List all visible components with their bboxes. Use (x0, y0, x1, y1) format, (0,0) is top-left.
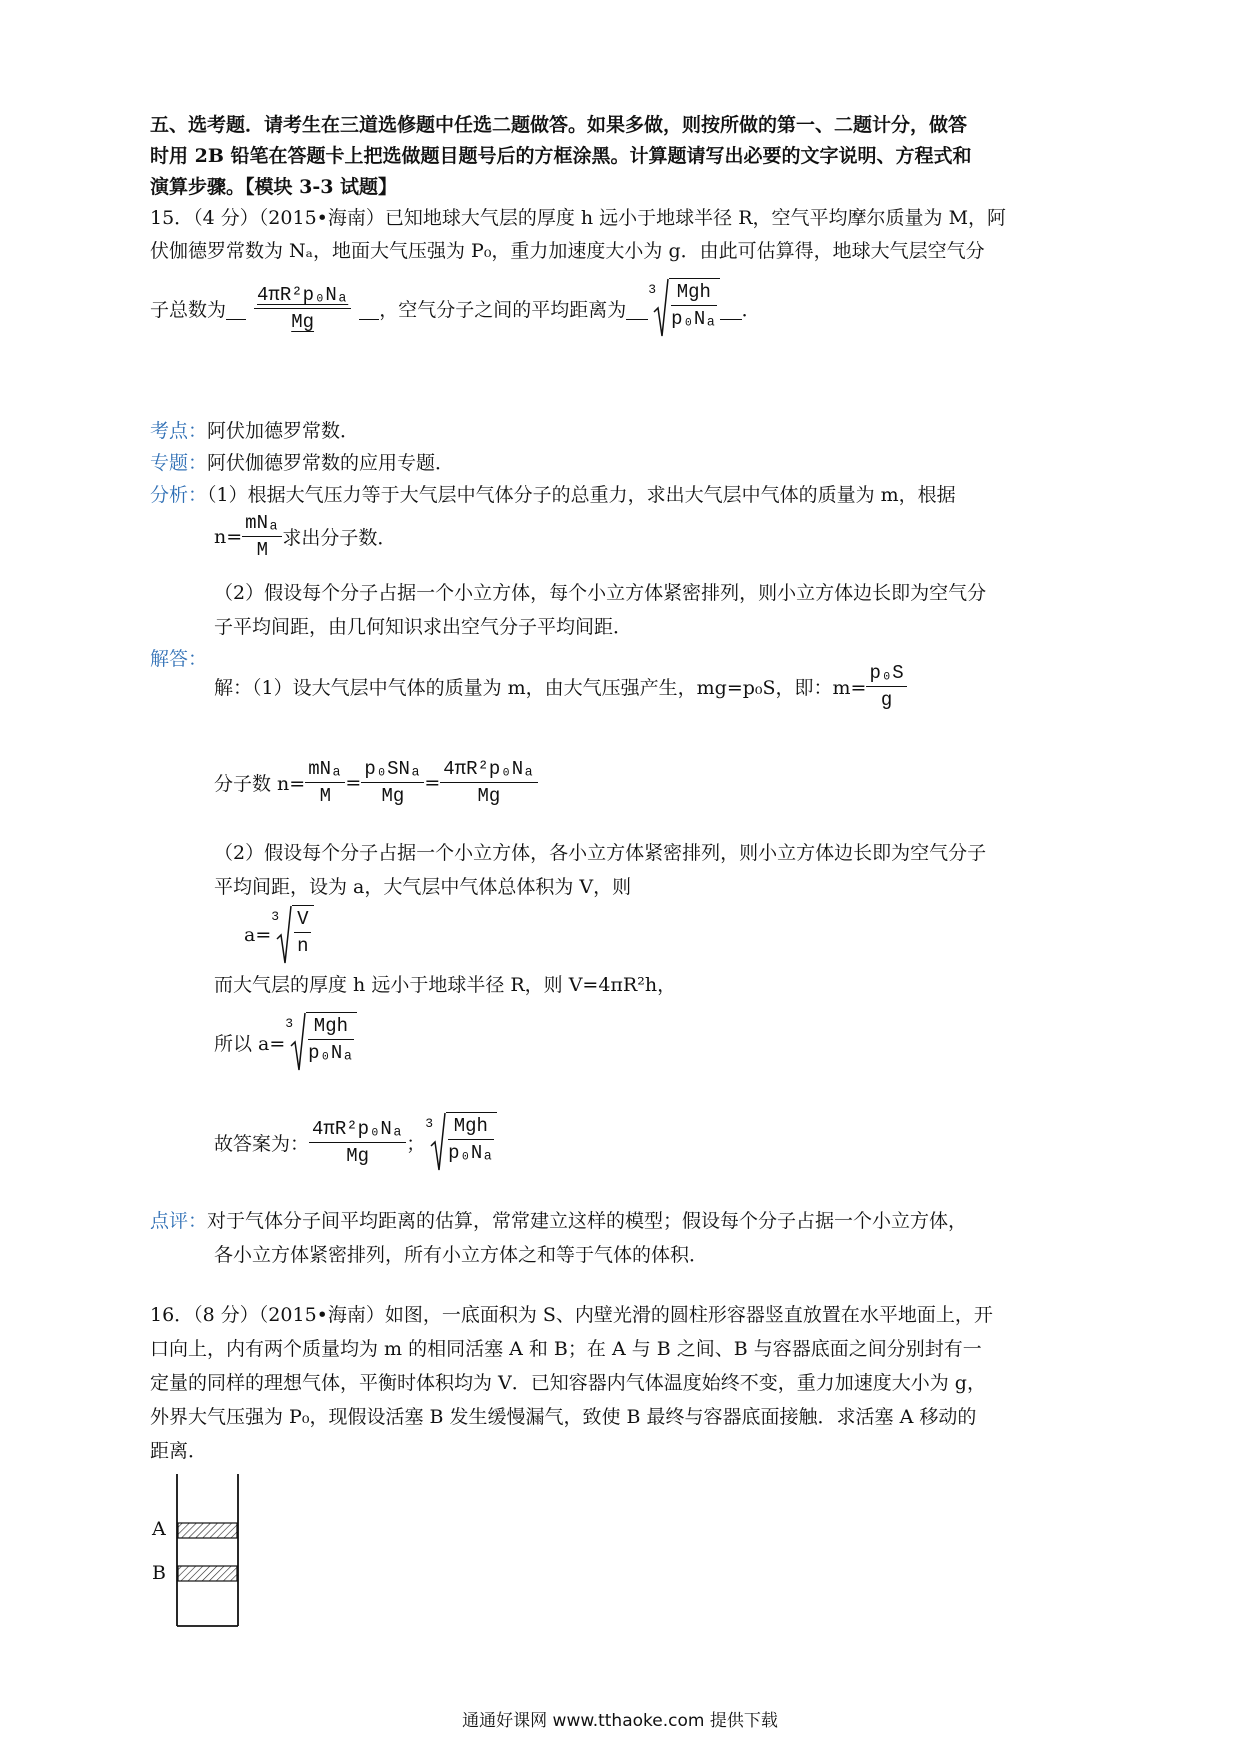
q16-line-3: 定量的同样的理想气体，平衡时体积均为 V．已知容器内气体温度始终不变，重力加速度大小为 g， (150, 1372, 986, 1394)
q15-line-3 (150, 278, 761, 338)
jieda-step-4 (244, 905, 314, 965)
jieda-s1-frac: $\frac{\text{p₀S}}{g}$ (866, 662, 906, 711)
page-footer: 通通好课网 www.tthaoke.com 提供下载 (462, 1711, 778, 1731)
piston-b-label: B (152, 1562, 166, 1584)
q15-line-3b: ，空气分子之间的平均距离为 (379, 298, 627, 321)
q15-line-2: 伏伽德罗常数为 Nₐ，地面大气压强为 P₀，重力加速度大小为 g．由此可估算得，地球大气层空气分 (150, 240, 985, 262)
zhuanti-row (150, 448, 454, 475)
fenxi-row-1 (150, 480, 956, 507)
jieda-s2-frac-1: $\frac{\text{mNₐ}}{M}$ (305, 758, 345, 807)
fenxi-eq-frac: $\frac{\text{mNₐ}}{M}$ (242, 512, 282, 561)
jieda-s4-root: 3 $\frac{V}{n}$ (271, 905, 314, 965)
container-diagram (150, 1470, 250, 1630)
answer-blank-1 (226, 284, 379, 333)
kaodian-text: 阿伏加德罗常数． (207, 420, 360, 442)
zhuanti-label: 专题： (150, 452, 208, 474)
dianping-l2: 各小立方体紧密排列，所有小立方体之和等于气体的体积． (214, 1244, 709, 1266)
jieda-s2-prefix: 分子数 n= (214, 773, 306, 795)
dianping-label: 点评： (150, 1210, 208, 1232)
jieda-step-6 (214, 1012, 357, 1072)
jieda-s1-text: 解：（1）设大气层中气体的质量为 m，由大气压强产生，mg=p₀S，即：m= (214, 677, 867, 699)
jieda-label: 解答： (150, 648, 208, 670)
fenxi-eq-prefix: n= (214, 525, 243, 548)
piston-a-label: A (152, 1518, 166, 1540)
q16-line-2: 口向上，内有两个质量均为 m 的相同活塞 A 和 B；在 A 与 B 之间、B 与容器底面之间分别封有一 (150, 1338, 982, 1360)
jieda-s2-eq-1: = (345, 771, 362, 794)
kaodian-label: 考点： (150, 420, 208, 442)
piston-a (178, 1523, 237, 1538)
section-header-line-3: 演算步骤。【模块 3-3 试题】 (150, 176, 398, 198)
jieda-s2-frac-2: $\frac{\text{p₀SNₐ}}{Mg}$ (361, 758, 424, 807)
q15-line-3a: 子总数为 (150, 298, 227, 321)
fenxi-p1: （1）根据大气压力等于大气层中气体分子的总重力，求出大气层中气体的质量为 m，根据 (207, 484, 956, 506)
jieda-s7-root: 3 $\frac{\text{Mgh}}{\text{p₀Nₐ}}$ (425, 1112, 496, 1172)
jieda-s7-prefix: 故答案为： (214, 1132, 310, 1155)
jieda-s5: 而大气层的厚度 h 远小于地球半径 R，则 V=4πR²h， (214, 974, 677, 996)
zhuanti-text: 阿伏伽德罗常数的应用专题． (207, 452, 455, 474)
dianping-row-1 (150, 1206, 967, 1233)
jieda-s3a: （2）假设每个分子占据一个小立方体，各小立方体紧密排列，则小立方体边长即为空气分子 (214, 842, 987, 864)
q15-line-1: 15．（4 分）（2015•海南）已知地球大气层的厚度 h 远小于地球半径 R，空气平均摩尔质量为 M，阿 (150, 207, 1007, 229)
kaodian-row (150, 416, 359, 443)
jieda-s7-sep: ； (406, 1132, 426, 1155)
jieda-step-1 (214, 662, 907, 711)
jieda-s7-frac: $\frac{\text{4πR²p₀Nₐ}}{Mg}$ (309, 1118, 406, 1167)
jieda-s2-frac-3: $\frac{\text{4πR²p₀Nₐ}}{Mg}$ (440, 758, 537, 807)
jieda-s4-prefix: a= (244, 924, 272, 946)
q15-line-3c: ． (741, 298, 761, 321)
q16-line-1: 16．（8 分）（2015•海南）如图，一底面积为 S、内壁光滑的圆柱形容器竖直放置在水平地面上，开 (150, 1304, 993, 1326)
jieda-step-2 (214, 758, 538, 807)
fenxi-eq-suffix: 求出分子数． (282, 527, 397, 549)
dianping-l1: 对于气体分子间平均距离的估算，常常建立这样的模型；假设每个分子占据一个小立方体， (207, 1210, 968, 1232)
answer-root-distance: 3 $\frac{\text{Mgh}}{\text{p₀Nₐ}}$ (648, 278, 719, 338)
fenxi-equation (214, 512, 396, 561)
jieda-s6-prefix: 所以 a= (214, 1032, 286, 1055)
jieda-s6-root: 3 $\frac{\text{Mgh}}{\text{p₀Nₐ}}$ (285, 1012, 356, 1072)
q16-line-5: 距离． (150, 1440, 208, 1462)
jieda-step-7 (214, 1112, 497, 1172)
section-header-line-2: 时用 2B 铅笔在答题卡上把选做题目题号后的方框涂黑。计算题请写出必要的文字说明、方程式和 (150, 145, 972, 167)
section-header-line-1: 五、选考题．请考生在三道选修题中任选二题做答。如果多做，则按所做的第一、二题计分，做答 (150, 114, 968, 136)
piston-b (178, 1566, 237, 1581)
cylinder-container-icon (150, 1470, 250, 1630)
jieda-s2-eq-2: = (424, 771, 441, 794)
fenxi-p2a: （2）假设每个分子占据一个小立方体，每个小立方体紧密排列，则小立方体边长即为空气分 (214, 582, 987, 604)
answer-frac-total: $\frac{\text{4πR²p₀Nₐ}}{Mg}$ (254, 284, 351, 333)
fenxi-label: 分析： (150, 484, 208, 506)
jieda-s3b: 平均间距，设为 a，大气层中气体总体积为 V，则 (214, 876, 632, 898)
q16-line-4: 外界大气压强为 P₀，现假设活塞 B 发生缓慢漏气，致使 B 最终与容器底面接触．求活塞 A 移动的 (150, 1406, 977, 1428)
fenxi-p2b: 子平均间距，由几何知识求出空气分子平均间距． (214, 616, 633, 638)
